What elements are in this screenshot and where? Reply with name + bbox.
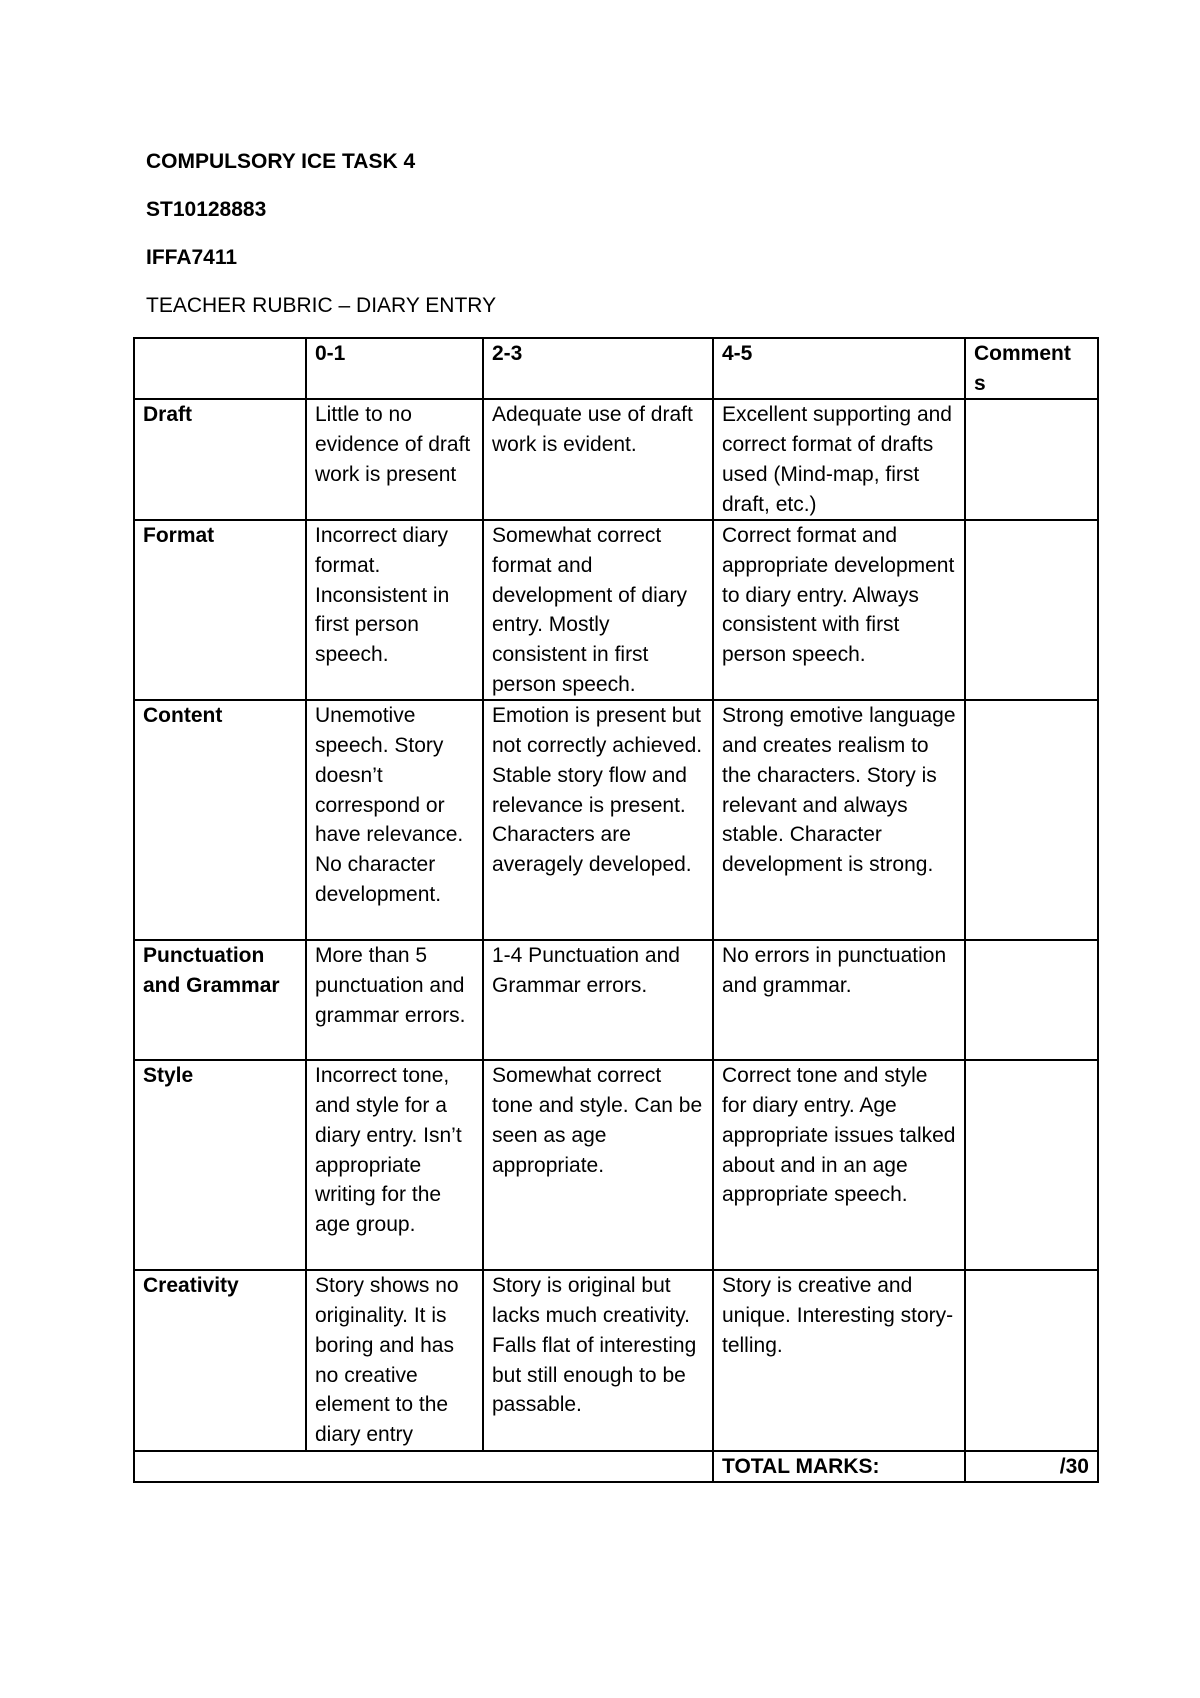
rubric-row-creativity	[134, 1270, 1098, 1450]
descriptor-mid: Story is original but lacks much creativity. Falls flat of interesting but still enough to be passable.	[483, 1270, 713, 1450]
rubric-row-content	[134, 700, 1098, 940]
criterion-label: Format	[134, 520, 306, 700]
descriptor-low: Unemotive speech. Story doesn’t correspond or have relevance. No character development.	[306, 700, 483, 940]
comment-cell	[965, 520, 1098, 700]
rubric-subtitle: TEACHER RUBRIC – DIARY ENTRY	[146, 294, 497, 317]
descriptor-high: Story is creative and unique. Interesting story-telling.	[713, 1270, 965, 1450]
descriptor-low: Little to no evidence of draft work is present	[306, 399, 483, 520]
rubric-table	[133, 337, 1099, 1483]
rubric-total-row	[134, 1451, 1098, 1483]
comment-cell	[965, 399, 1098, 520]
descriptor-mid: Adequate use of draft work is evident.	[483, 399, 713, 520]
rubric-row-draft	[134, 399, 1098, 520]
descriptor-mid: Emotion is present but not correctly achieved. Stable story flow and relevance is present. Characters are averagely developed.	[483, 700, 713, 940]
comment-cell	[965, 700, 1098, 940]
criterion-label: Style	[134, 1060, 306, 1270]
header-cell-score-4-5: 4-5	[713, 338, 965, 399]
comment-cell	[965, 1270, 1098, 1450]
descriptor-low: Incorrect tone, and style for a diary entry. Isn’t appropriate writing for the age group.	[306, 1060, 483, 1270]
header-cell-score-0-1: 0-1	[306, 338, 483, 399]
descriptor-high: Correct tone and style for diary entry. Age appropriate issues talked about and in an age appropriate speech.	[713, 1060, 965, 1270]
total-marks-label: TOTAL MARKS:	[713, 1451, 965, 1483]
header-cell-score-2-3: 2-3	[483, 338, 713, 399]
descriptor-low: Story shows no originality. It is boring and has no creative element to the diary entry	[306, 1270, 483, 1450]
descriptor-low: Incorrect diary format. Inconsistent in first person speech.	[306, 520, 483, 700]
criterion-label: Content	[134, 700, 306, 940]
comment-cell	[965, 1060, 1098, 1270]
descriptor-high: Correct format and appropriate development to diary entry. Always consistent with first person speech.	[713, 520, 965, 700]
student-number: ST10128883	[146, 198, 267, 221]
rubric-row-punctuation-grammar	[134, 940, 1098, 1060]
header-cell-criterion	[134, 338, 306, 399]
criterion-label: Punctuation and Grammar	[134, 940, 306, 1060]
descriptor-high: Strong emotive language and creates realism to the characters. Story is relevant and always stable. Character development is strong.	[713, 700, 965, 940]
total-marks-value: /30	[965, 1451, 1098, 1483]
module-code: IFFA7411	[146, 246, 238, 269]
criterion-label: Draft	[134, 399, 306, 520]
descriptor-mid: 1-4 Punctuation and Grammar errors.	[483, 940, 713, 1060]
comment-cell	[965, 940, 1098, 1060]
header-cell-comments: Comment s	[965, 338, 1098, 399]
rubric-row-format	[134, 520, 1098, 700]
total-blank-cell	[134, 1451, 713, 1483]
document-title: COMPULSORY ICE TASK 4	[146, 150, 416, 173]
descriptor-mid: Somewhat correct format and development of diary entry. Mostly consistent in first person speech.	[483, 520, 713, 700]
rubric-row-style	[134, 1060, 1098, 1270]
descriptor-low: More than 5 punctuation and grammar errors.	[306, 940, 483, 1060]
descriptor-mid: Somewhat correct tone and style. Can be seen as age appropriate.	[483, 1060, 713, 1270]
rubric-header-row	[134, 338, 1098, 399]
descriptor-high: Excellent supporting and correct format of drafts used (Mind-map, first draft, etc.)	[713, 399, 965, 520]
criterion-label: Creativity	[134, 1270, 306, 1450]
descriptor-high: No errors in punctuation and grammar.	[713, 940, 965, 1060]
